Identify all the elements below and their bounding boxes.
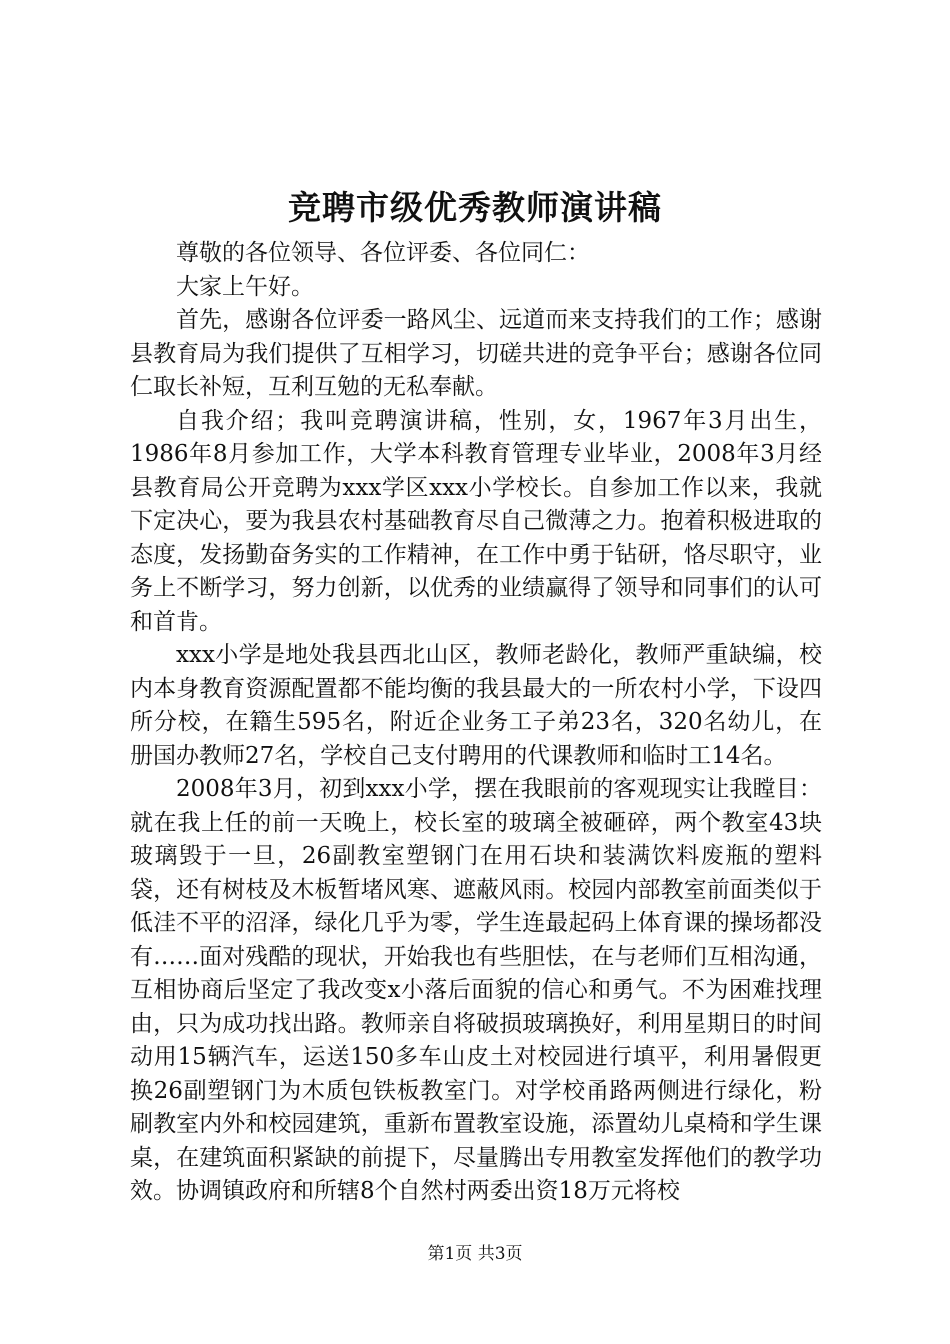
paragraph-school-improvement: 2008年3月，初到xxx小学，摆在我眼前的客观现实让我瞠目：就在我上任的前一天晚上，校长室的玻璃全被砸碎，两个教室43块玻璃毁于一旦，26副教室塑钢门在用石块和装满饮料废瓶的塑料袋，还有树枝及木板暂堵风寒、遮蔽风雨。校园内部教室前面类似于低洼不平的沼泽，绿化几乎为零，学生连最起码上体育课的操场都没有……面对残酷的现状，开始我也有些胆怯，在与老师们互相沟通，互相协商后坚定了我改变x小落后面貌的信心和勇气。不为困难找理由，只为成功找出路。教师亲自将破损玻璃换好，利用星期日的时间动用15辆汽车，运送150多车山皮土对校园进行填平，利用暑假更换26副塑钢门为木质包铁板教室门。对学校甬路两侧进行绿化，粉刷教室内外和校园建筑，重新布置教室设施，添置幼儿桌椅和学生课桌，在建筑面积紧缺的前提下，尽量腾出专用教室发挥他们的教学功效。协调镇政府和所辖8个自然村两委出资18万元将校 [130, 776, 822, 1204]
page-footer: 第1页 共3页 [427, 1244, 523, 1264]
document-title: 竞聘市级优秀教师演讲稿 [288, 188, 662, 227]
paragraph-school-overview: xxx小学是地处我县西北山区，教师老龄化，教师严重缺编，校内本身教育资源配置都不能均衡的我县最大的一所农村小学，下设四所分校，在籍生595名，附近企业务工子弟23名，320名幼儿，在册国办教师27名，学校自己支付聘用的代课教师和临时工14名。 [130, 642, 822, 769]
paragraph-thanks: 首先，感谢各位评委一路风尘、远道而来支持我们的工作；感谢县教育局为我们提供了互相学习，切磋共进的竞争平台；感谢各位同仁取长补短，互利互勉的无私奉献。 [130, 307, 822, 400]
paragraph-self-introduction: 自我介绍；我叫竞聘演讲稿，性别，女，1967年3月出生，1986年8月参加工作，大学本科教育管理专业毕业，2008年3月经县教育局公开竞聘为xxx学区xxx小学校长。自参加工作以来，我就下定决心，要为我县农村基础教育尽自己微薄之力。抱着积极进取的态度，发扬勤奋务实的工作精神，在工作中勇于钻研，恪尽职守，业务上不断学习，努力创新，以优秀的业绩赢得了领导和同事们的认可和首肯。 [130, 407, 822, 635]
paragraph-greeting: 大家上午好。 [176, 273, 314, 300]
document-body [130, 237, 822, 1209]
paragraph-salutation: 尊敬的各位领导、各位评委、各位同仁： [176, 240, 590, 266]
